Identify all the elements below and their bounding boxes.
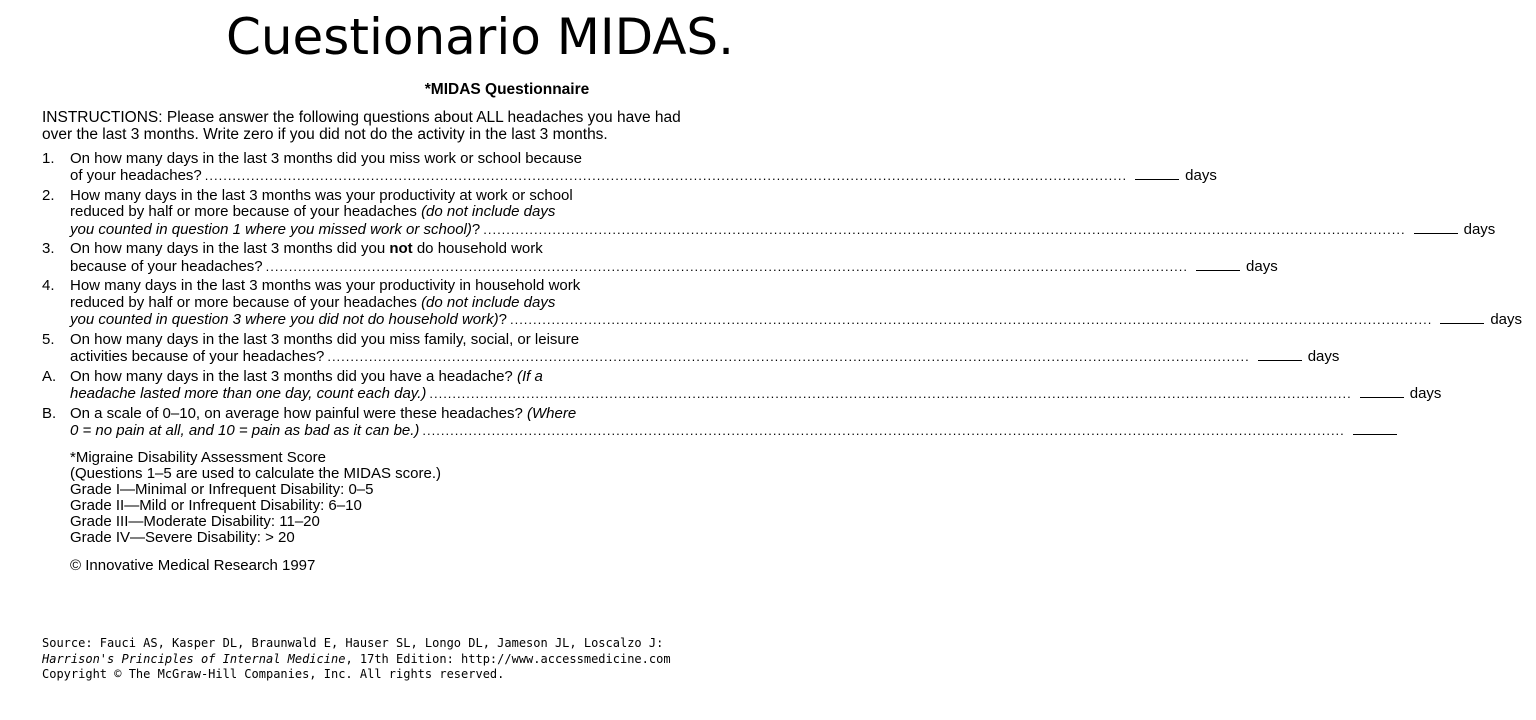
question-text: you counted in question 1 where you missed work or school) [70,220,472,238]
question-text: ? [471,220,481,238]
question-item [42,149,1217,185]
answer-unit: days [1490,311,1523,328]
question-text: On how many days in the last 3 months did you miss work or school because [70,149,582,167]
leader-dots: ........................................................................................................................................................................................................ [265,258,1189,274]
questionnaire-copyright: © Innovative Medical Research 1997 [70,556,316,574]
question-text: How many days in the last 3 months was your productivity at work or school [70,186,573,204]
instructions-line: INSTRUCTIONS: Please answer the following questions about ALL headaches you have had [42,108,681,126]
question-text: (do not include days [421,293,556,311]
question-text: you counted in question 3 where you did not do household work) [70,311,499,328]
answer-blank[interactable] [1196,258,1240,271]
question-text: On how many days in the last 3 months did you [70,240,390,257]
question-line [70,348,1354,366]
question-text: On how many days in the last 3 months did you have a headache? [70,367,517,385]
answer-blank[interactable] [1360,385,1404,398]
question-text: do household work [412,240,543,257]
source-edition: , 17th Edition: http://www.accessmedicine.com [345,651,671,666]
question-line [70,151,1231,168]
slide-title: Cuestionario MIDAS. [225,8,735,66]
question-line [70,332,1354,349]
question-text: (If a [516,367,543,385]
score-note: Grade III—Moderate Disability: 11–20 [70,512,320,530]
source-book-title: Harrison's Principles of Internal Medicine [42,651,346,666]
answer-blank[interactable] [1135,167,1179,180]
question-line [70,406,1449,423]
question-line [70,241,1292,258]
question-line [70,295,1536,312]
question-line [70,221,1510,239]
answer-blank[interactable] [1258,348,1302,361]
question-line [70,278,1536,295]
question-number: 4. [42,277,55,294]
leader-dots: ........................................................................................................................................................................................................ [483,221,1406,237]
question-text: (Where [526,404,577,422]
answer-unit: days [1463,220,1496,238]
questionnaire-title: *MIDAS Questionnaire [424,81,590,98]
question-number: 3. [42,240,55,257]
question-line [70,167,1231,185]
leader-dots: ........................................................................................................................................................................................................ [327,349,1250,364]
question-list [42,149,1523,440]
score-note: *Migraine Disability Assessment Score [70,448,326,466]
question-number: B. [42,404,57,422]
source-line [42,652,922,668]
score-note: (Questions 1–5 are used to calculate the MIDAS score.) [70,464,442,482]
question-text: reduced by half or more because of your headaches [70,293,422,311]
score-notes [70,450,912,546]
source-copyright: Copyright © The McGraw-Hill Companies, Inc. All rights reserved. [42,667,505,681]
leader-dots: ........................................................................................................................................................................................................ [429,386,1352,401]
question-text: On how many days in the last 3 months did you miss family, social, or leisure [70,330,580,348]
question-text: 0 = no pain at all, and 10 = pain as bad as it can be.) [70,422,420,439]
question-line [70,422,1449,440]
question-line [70,385,1456,403]
question-text: (do not include days [421,203,556,220]
question-text: not [389,240,413,257]
question-text: How many days in the last 3 months was your productivity in household work [70,277,581,294]
question-number: 1. [42,149,55,167]
question-text: ? [498,311,507,328]
question-text: because of your headaches? [70,257,263,275]
instructions-line: over the last 3 months. Write zero if you did not do the activity in the last 3 months. [42,125,608,143]
answer-unit: days [1185,167,1217,184]
question-item [42,367,1442,403]
answer-unit: days [1246,257,1278,275]
answer-unit: days [1409,385,1442,402]
source-citation [42,636,922,683]
score-note: Grade IV—Severe Disability: > 20 [70,528,295,546]
question-text: reduced by half or more because of your headaches [70,203,422,220]
question-line [70,369,1456,386]
leader-dots: ........................................................................................................................................................................................................ [509,312,1433,327]
score-note: Grade I—Minimal or Infrequent Disability: 0–5 [70,480,374,498]
leader-dots: ........................................................................................................................................................................................................ [422,423,1345,438]
question-text: headache lasted more than one day, count each day.) [70,385,427,402]
question-number: 2. [42,186,55,204]
question-text: of your headaches? [70,167,202,184]
question-number: 5. [42,330,55,348]
question-line [70,188,1510,205]
source-line: Source: Fauci AS, Kasper DL, Braunwald E, Hauser SL, Longo DL, Jameson JL, Loscalzo J: [42,636,664,650]
answer-blank[interactable] [1414,221,1458,234]
question-item [42,330,1340,366]
answer-blank[interactable] [1353,422,1397,435]
answer-unit: days [1307,348,1340,365]
instructions [42,109,912,143]
question-item [42,404,1345,440]
question-item [42,277,1523,329]
question-line [70,258,1292,276]
question-item [42,186,1496,239]
question-item [42,240,1278,275]
question-number: A. [42,367,57,385]
question-text: On a scale of 0–10, on average how painful were these headaches? [70,404,527,422]
score-note: Grade II—Mild or Infrequent Disability: 6–10 [70,496,362,514]
leader-dots: ........................................................................................................................................................................................................ [204,168,1128,183]
question-text: activities because of your headaches? [70,348,325,365]
question-line [70,204,1510,221]
question-line [70,311,1536,329]
answer-blank[interactable] [1440,311,1484,324]
midas-questionnaire [42,81,1523,574]
